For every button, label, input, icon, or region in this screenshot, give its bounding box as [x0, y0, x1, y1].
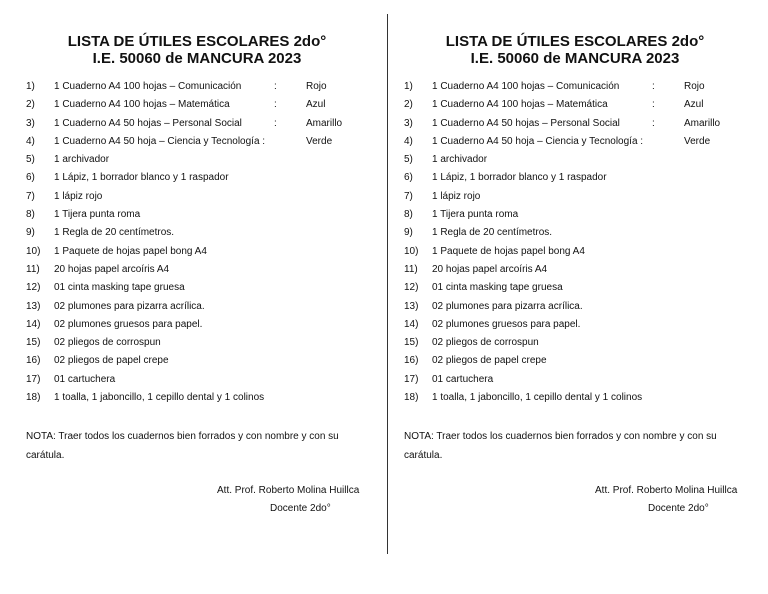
item-number: 9)	[404, 227, 413, 239]
item-number: 11)	[26, 263, 40, 275]
item-text: 1 Tijera punta roma	[54, 209, 141, 221]
item-text: 1 archivador	[432, 154, 488, 166]
item-colon: :	[652, 117, 655, 129]
item-text: 20 hojas papel arcoíris A4	[54, 263, 170, 275]
item-number: 6)	[26, 172, 35, 184]
list-item	[26, 354, 382, 372]
title-line-1: LISTA DE ÚTILES ESCOLARES 2do°	[67, 33, 327, 50]
item-number: 2)	[404, 99, 413, 111]
item-number: 17)	[404, 373, 419, 385]
item-number: 16)	[26, 355, 41, 367]
item-text: 1 archivador	[54, 154, 110, 166]
item-number: 1)	[404, 81, 413, 92]
item-text: 02 plumones para pizarra acrílica.	[54, 300, 205, 312]
item-text: 1 Lápiz, 1 borrador blanco y 1 raspador	[54, 172, 229, 184]
item-number: 13)	[404, 300, 419, 312]
item-text: 1 Tijera punta roma	[432, 209, 519, 221]
note-text: NOTA: Traer todos los cuadernos bien forrados y con nombre y con su carátula.	[26, 431, 339, 461]
item-text: 02 plumones gruesos para papel.	[432, 318, 581, 330]
item-number: 17)	[26, 373, 41, 385]
item-number: 8)	[26, 209, 35, 221]
item-number: 14)	[26, 318, 41, 330]
item-colon: :	[652, 81, 655, 92]
item-number: 18)	[26, 392, 41, 404]
item-text: 1 Cuaderno A4 50 hoja – Ciencia y Tecnología :	[432, 135, 644, 147]
item-number: 5)	[404, 154, 413, 166]
item-colon: :	[274, 117, 277, 129]
supplies-list	[404, 80, 760, 409]
item-number: 14)	[404, 318, 419, 330]
list-item	[26, 208, 382, 226]
item-number: 11)	[404, 263, 418, 275]
list-item	[404, 117, 760, 135]
list-item	[404, 300, 760, 318]
item-text: 1 Cuaderno A4 100 hojas – Matemática	[432, 99, 608, 111]
list-item	[404, 263, 760, 281]
list-item	[404, 336, 760, 354]
item-number: 16)	[404, 355, 419, 367]
item-color: Verde	[684, 135, 711, 147]
item-number: 15)	[26, 337, 41, 349]
list-item	[26, 226, 382, 244]
list-item	[404, 226, 760, 244]
item-number: 10)	[404, 245, 419, 257]
title-line-2: I.E. 50060 de MANCURA 2023	[470, 50, 680, 67]
list-item	[26, 373, 382, 391]
item-number: 7)	[404, 190, 413, 202]
signature-role: Docente 2do°	[648, 503, 709, 514]
item-colon: :	[274, 99, 277, 111]
item-number: 18)	[404, 392, 419, 404]
signature-name: Att. Prof. Roberto Molina Huillca	[217, 485, 360, 496]
item-text: 1 lápiz rojo	[54, 190, 103, 202]
item-color: Rojo	[306, 81, 327, 92]
list-item	[404, 245, 760, 263]
list-item	[26, 318, 382, 336]
list-item	[26, 117, 382, 135]
list-item	[26, 336, 382, 354]
item-number: 12)	[404, 282, 419, 294]
item-text: 20 hojas papel arcoíris A4	[432, 263, 548, 275]
item-colon: :	[274, 81, 277, 92]
item-color: Amarillo	[306, 117, 343, 129]
list-item	[404, 281, 760, 299]
item-text: 1 Lápiz, 1 borrador blanco y 1 raspador	[432, 172, 607, 184]
item-number: 6)	[404, 172, 413, 184]
item-number: 4)	[404, 135, 413, 147]
item-text: 1 Cuaderno A4 100 hojas – Comunicación	[54, 81, 242, 92]
item-text: 1 Cuaderno A4 100 hojas – Comunicación	[432, 81, 620, 92]
list-item	[404, 208, 760, 226]
list-item	[26, 80, 382, 98]
supplies-list	[26, 80, 382, 409]
item-text: 1 toalla, 1 jaboncillo, 1 cepillo dental y 1 colinos	[432, 392, 643, 404]
item-number: 8)	[404, 209, 413, 221]
item-text: 02 pliegos de papel crepe	[54, 355, 169, 367]
item-text: 1 Cuaderno A4 50 hojas – Personal Social	[54, 117, 242, 129]
page-title	[400, 33, 750, 67]
item-text: 01 cartuchera	[432, 373, 494, 385]
item-color: Azul	[306, 99, 326, 111]
signature-name: Att. Prof. Roberto Molina Huillca	[595, 485, 738, 496]
item-number: 13)	[26, 300, 41, 312]
list-item	[26, 171, 382, 189]
item-number: 9)	[26, 227, 35, 239]
list-item	[26, 245, 382, 263]
vertical-divider	[387, 14, 388, 554]
list-item	[26, 98, 382, 116]
list-copy-left	[22, 0, 382, 594]
list-item	[404, 318, 760, 336]
list-item	[26, 281, 382, 299]
signature-role: Docente 2do°	[270, 503, 331, 514]
list-item	[26, 153, 382, 171]
item-number: 12)	[26, 282, 41, 294]
list-item	[26, 135, 382, 153]
list-item	[404, 171, 760, 189]
item-text: 01 cinta masking tape gruesa	[54, 282, 185, 294]
list-item	[404, 80, 760, 98]
item-number: 3)	[404, 117, 413, 129]
note-text: NOTA: Traer todos los cuadernos bien forrados y con nombre y con su carátula.	[404, 431, 717, 461]
list-item	[404, 391, 760, 409]
item-text: 1 toalla, 1 jaboncillo, 1 cepillo dental y 1 colinos	[54, 392, 265, 404]
list-item	[404, 135, 760, 153]
page-title	[22, 33, 372, 67]
item-colon: :	[652, 99, 655, 111]
list-item	[404, 354, 760, 372]
list-item	[404, 373, 760, 391]
item-text: 1 Paquete de hojas papel bong A4	[432, 245, 585, 257]
item-text: 1 Paquete de hojas papel bong A4	[54, 245, 207, 257]
list-item	[404, 98, 760, 116]
item-text: 02 plumones gruesos para papel.	[54, 318, 203, 330]
item-text: 1 Regla de 20 centímetros.	[54, 227, 175, 239]
title-line-1: LISTA DE ÚTILES ESCOLARES 2do°	[445, 33, 705, 50]
item-text: 02 pliegos de corrospun	[432, 337, 539, 349]
item-text: 1 Cuaderno A4 50 hoja – Ciencia y Tecnología :	[54, 135, 266, 147]
list-item	[26, 300, 382, 318]
item-number: 2)	[26, 99, 35, 111]
item-color: Verde	[306, 135, 333, 147]
item-number: 4)	[26, 135, 35, 147]
item-text: 1 Cuaderno A4 100 hojas – Matemática	[54, 99, 230, 111]
item-number: 7)	[26, 190, 35, 202]
item-color: Rojo	[684, 81, 705, 92]
item-text: 01 cinta masking tape gruesa	[432, 282, 563, 294]
item-number: 1)	[26, 81, 35, 92]
list-item	[404, 190, 760, 208]
item-text: 02 plumones para pizarra acrílica.	[432, 300, 583, 312]
item-number: 5)	[26, 154, 35, 166]
list-item	[404, 153, 760, 171]
item-color: Azul	[684, 99, 704, 111]
item-text: 02 pliegos de papel crepe	[432, 355, 547, 367]
item-color: Amarillo	[684, 117, 721, 129]
list-item	[26, 391, 382, 409]
item-number: 15)	[404, 337, 419, 349]
item-text: 02 pliegos de corrospun	[54, 337, 161, 349]
title-line-2: I.E. 50060 de MANCURA 2023	[92, 50, 302, 67]
list-item	[26, 263, 382, 281]
item-number: 10)	[26, 245, 41, 257]
list-item	[26, 190, 382, 208]
item-text: 1 Regla de 20 centímetros.	[432, 227, 553, 239]
item-text: 1 Cuaderno A4 50 hojas – Personal Social	[432, 117, 620, 129]
item-number: 3)	[26, 117, 35, 129]
list-copy-right	[400, 0, 760, 594]
item-text: 1 lápiz rojo	[432, 190, 481, 202]
item-text: 01 cartuchera	[54, 373, 116, 385]
